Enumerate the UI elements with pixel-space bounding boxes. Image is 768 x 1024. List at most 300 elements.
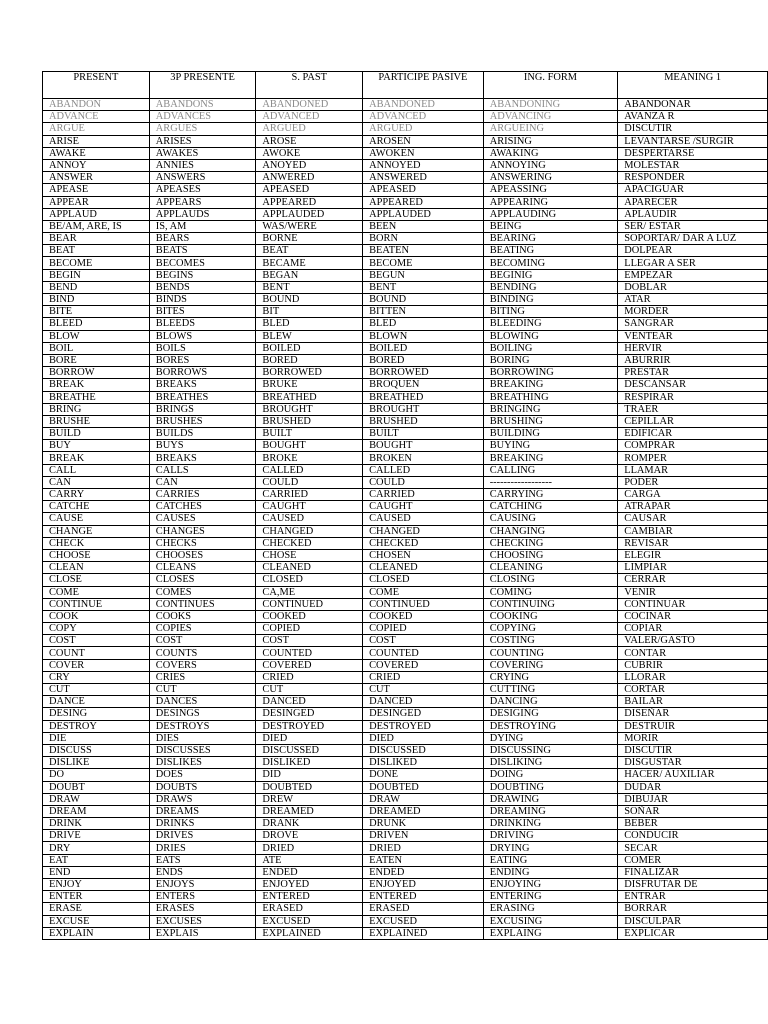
present-cell: ANSWER [43,172,150,184]
third-person-cell: CHANGES [149,525,256,537]
header-meaning: MEANING 1 [618,72,768,99]
third-person-cell: BINDS [149,294,256,306]
table-row [43,927,768,939]
present-cell: ANNOY [43,159,150,171]
table-row [43,294,768,306]
present-cell: DIE [43,732,150,744]
present-cell: CHANGE [43,525,150,537]
third-person-cell: DOES [149,769,256,781]
meaning-cell: COCINAR [618,610,768,622]
participle-cell: BOILED [363,342,484,354]
third-person-cell: DANCES [149,696,256,708]
present-cell: ARGUE [43,123,150,135]
past-cell: ENJOYED [256,879,363,891]
ing-form-cell: APPEARING [483,196,618,208]
present-cell: ERASE [43,903,150,915]
ing-form-cell: CHECKING [483,537,618,549]
present-cell: CAUSE [43,513,150,525]
participle-cell: BROKEN [363,452,484,464]
table-row [43,184,768,196]
past-cell: EXPLAINED [256,927,363,939]
third-person-cell: DRIVES [149,830,256,842]
third-person-cell: DIES [149,732,256,744]
past-cell: DISLIKED [256,757,363,769]
table-row [43,830,768,842]
ing-form-cell: DISLIKING [483,757,618,769]
meaning-cell: CEPILLAR [618,415,768,427]
participle-cell: ANSWERED [363,172,484,184]
table-row [43,866,768,878]
present-cell: CONTINUE [43,598,150,610]
meaning-cell: LEVANTARSE /SURGIR [618,135,768,147]
third-person-cell: BREATHES [149,391,256,403]
meaning-cell: COMER [618,854,768,866]
present-cell: APPLAUD [43,208,150,220]
ing-form-cell: BEATING [483,245,618,257]
past-cell: DESINGED [256,708,363,720]
ing-form-cell: ADVANCING [483,111,618,123]
past-cell: CONTINUED [256,598,363,610]
past-cell: DREAMED [256,805,363,817]
table-row [43,196,768,208]
past-cell: DROVE [256,830,363,842]
ing-form-cell: DISCUSSING [483,744,618,756]
past-cell: BORROWED [256,367,363,379]
table-row [43,135,768,147]
meaning-cell: HACER/ AUXILIAR [618,769,768,781]
table-row [43,696,768,708]
ing-form-cell: BOILING [483,342,618,354]
meaning-cell: MOLESTAR [618,159,768,171]
table-row [43,720,768,732]
present-cell: DISLIKE [43,757,150,769]
meaning-cell: REVISAR [618,537,768,549]
third-person-cell: DRIES [149,842,256,854]
ing-form-cell: BORING [483,354,618,366]
third-person-cell: BEGINS [149,269,256,281]
table-row [43,403,768,415]
participle-cell: BREATHED [363,391,484,403]
meaning-cell: APARECER [618,196,768,208]
present-cell: BREAK [43,452,150,464]
header-present: PRESENT [43,72,150,99]
participle-cell: BROQUEN [363,379,484,391]
present-cell: CHECK [43,537,150,549]
past-cell: CARRIED [256,489,363,501]
meaning-cell: APLAUDIR [618,208,768,220]
ing-form-cell: DREAMING [483,805,618,817]
table-row [43,635,768,647]
third-person-cell: BREAKS [149,452,256,464]
table-row [43,501,768,513]
third-person-cell: ABANDONS [149,99,256,111]
participle-cell: BITTEN [363,306,484,318]
participle-cell: ENDED [363,866,484,878]
third-person-cell: BITES [149,306,256,318]
meaning-cell: DESTRUIR [618,720,768,732]
ing-form-cell: CALLING [483,464,618,476]
meaning-cell: AVANZA R [618,111,768,123]
past-cell: COOKED [256,610,363,622]
participle-cell: BORN [363,233,484,245]
participle-cell: DISCUSSED [363,744,484,756]
table-row [43,915,768,927]
participle-cell: DRIED [363,842,484,854]
present-cell: CUT [43,684,150,696]
ing-form-cell: DRINKING [483,818,618,830]
past-cell: BORNE [256,233,363,245]
present-cell: BREATHE [43,391,150,403]
meaning-cell: SANGRAR [618,318,768,330]
participle-cell: DANCED [363,696,484,708]
meaning-cell: DOBLAR [618,281,768,293]
present-cell: AWAKE [43,147,150,159]
past-cell: DIED [256,732,363,744]
header-simple-past: S. PAST [256,72,363,99]
present-cell: EAT [43,854,150,866]
meaning-cell: VENTEAR [618,330,768,342]
participle-cell: CONTINUED [363,598,484,610]
ing-form-cell: ANNOYING [483,159,618,171]
present-cell: APEASE [43,184,150,196]
table-row [43,379,768,391]
past-cell: AWOKE [256,147,363,159]
meaning-cell: SOÑAR [618,805,768,817]
present-cell: APPEAR [43,196,150,208]
participle-cell: BEEN [363,220,484,232]
ing-form-cell: EXCUSING [483,915,618,927]
past-cell: EXCUSED [256,915,363,927]
third-person-cell: EXPLAIS [149,927,256,939]
header-row [43,72,768,99]
past-cell: DID [256,769,363,781]
third-person-cell: ARGUES [149,123,256,135]
meaning-cell: EMPEZAR [618,269,768,281]
participle-cell: ARGUED [363,123,484,135]
past-cell: ATE [256,854,363,866]
present-cell: END [43,866,150,878]
third-person-cell: COVERS [149,659,256,671]
ing-form-cell: CLOSING [483,574,618,586]
present-cell: BEGIN [43,269,150,281]
ing-form-cell: BUYING [483,440,618,452]
past-cell: CRIED [256,671,363,683]
present-cell: BEAR [43,233,150,245]
participle-cell: ABANDONED [363,99,484,111]
ing-form-cell: DRIVING [483,830,618,842]
present-cell: DRINK [43,818,150,830]
past-cell: BOILED [256,342,363,354]
participle-cell: COME [363,586,484,598]
past-cell: BREATHED [256,391,363,403]
table-row [43,879,768,891]
past-cell: APEASED [256,184,363,196]
ing-form-cell: ENJOYING [483,879,618,891]
ing-form-cell: DYING [483,732,618,744]
ing-form-cell: BRINGING [483,403,618,415]
past-cell: BRUKE [256,379,363,391]
past-cell: DESTROYED [256,720,363,732]
ing-form-cell: CARRYING [483,489,618,501]
table-row [43,562,768,574]
present-cell: CATCHE [43,501,150,513]
present-cell: CARRY [43,489,150,501]
meaning-cell: DISCULPAR [618,915,768,927]
third-person-cell: EATS [149,854,256,866]
present-cell: DESTROY [43,720,150,732]
past-cell: DISCUSSED [256,744,363,756]
ing-form-cell: BORROWING [483,367,618,379]
past-cell: BORED [256,354,363,366]
participle-cell: COUNTED [363,647,484,659]
ing-form-cell: CONTINUING [483,598,618,610]
third-person-cell: CLEANS [149,562,256,574]
third-person-cell: CALLS [149,464,256,476]
participle-cell: BUILT [363,428,484,440]
participle-cell: EXCUSED [363,915,484,927]
meaning-cell: DISEÑAR [618,708,768,720]
table-row [43,586,768,598]
ing-form-cell: ABANDONING [483,99,618,111]
third-person-cell: BENDS [149,281,256,293]
ing-form-cell: BINDING [483,294,618,306]
participle-cell: COULD [363,476,484,488]
table-row [43,757,768,769]
ing-form-cell: APEASSING [483,184,618,196]
participle-cell: DESINGED [363,708,484,720]
meaning-cell: CONDUCIR [618,830,768,842]
participle-cell: APEASED [363,184,484,196]
present-cell: BUILD [43,428,150,440]
meaning-cell: LLORAR [618,671,768,683]
participle-cell: DISLIKED [363,757,484,769]
third-person-cell: EXCUSES [149,915,256,927]
third-person-cell: DISCUSSES [149,744,256,756]
third-person-cell: DESINGS [149,708,256,720]
meaning-cell: ATRAPAR [618,501,768,513]
present-cell: DISCUSS [43,744,150,756]
participle-cell: ERASED [363,903,484,915]
ing-form-cell: DANCING [483,696,618,708]
third-person-cell: BLOWS [149,330,256,342]
past-cell: CUT [256,684,363,696]
participle-cell: CARRIED [363,489,484,501]
participle-cell: BORED [363,354,484,366]
table-row [43,415,768,427]
ing-form-cell: ------------------ [483,476,618,488]
third-person-cell: CHECKS [149,537,256,549]
meaning-cell: BAILAR [618,696,768,708]
meaning-cell: LIMPIAR [618,562,768,574]
past-cell: CHECKED [256,537,363,549]
past-cell: ERASED [256,903,363,915]
ing-form-cell: DRAWING [483,793,618,805]
past-cell: ABANDONED [256,99,363,111]
participle-cell: APPLAUDED [363,208,484,220]
present-cell: DREAM [43,805,150,817]
participle-cell: APPEARED [363,196,484,208]
present-cell: BORE [43,354,150,366]
table-row [43,172,768,184]
table-row [43,513,768,525]
meaning-cell: COPIAR [618,623,768,635]
ing-form-cell: BLOWING [483,330,618,342]
present-cell: BORROW [43,367,150,379]
third-person-cell: DISLIKES [149,757,256,769]
participle-cell: DONE [363,769,484,781]
participle-cell: DRUNK [363,818,484,830]
participle-cell: BLOWN [363,330,484,342]
meaning-cell: LLAMAR [618,464,768,476]
present-cell: BUY [43,440,150,452]
ing-form-cell: BRUSHING [483,415,618,427]
past-cell: BLED [256,318,363,330]
third-person-cell: COST [149,635,256,647]
past-cell: ANOYED [256,159,363,171]
table-row [43,354,768,366]
past-cell: ENDED [256,866,363,878]
past-cell: CA,ME [256,586,363,598]
present-cell: EXPLAIN [43,927,150,939]
meaning-cell: SOPORTAR/ DAR A LUZ [618,233,768,245]
present-cell: CLOSE [43,574,150,586]
table-row [43,220,768,232]
third-person-cell: BOILS [149,342,256,354]
table-row [43,440,768,452]
ing-form-cell: ARGUEING [483,123,618,135]
participle-cell: DRIVEN [363,830,484,842]
meaning-cell: RESPONDER [618,172,768,184]
past-cell: ARGUED [256,123,363,135]
past-cell: ADVANCED [256,111,363,123]
participle-cell: CHANGED [363,525,484,537]
ing-form-cell: BENDING [483,281,618,293]
present-cell: ENTER [43,891,150,903]
third-person-cell: ENJOYS [149,879,256,891]
past-cell: CHOSE [256,549,363,561]
participle-cell: CAUSED [363,513,484,525]
ing-form-cell: COVERING [483,659,618,671]
meaning-cell: DISFRUTAR DE [618,879,768,891]
ing-form-cell: COPYING [483,623,618,635]
table-row [43,854,768,866]
participle-cell: DESTROYED [363,720,484,732]
third-person-cell: DRAWS [149,793,256,805]
meaning-cell: DESCANSAR [618,379,768,391]
meaning-cell: HERVIR [618,342,768,354]
third-person-cell: CONTINUES [149,598,256,610]
participle-cell: BORROWED [363,367,484,379]
participle-cell: BEATEN [363,245,484,257]
table-row [43,342,768,354]
table-row [43,269,768,281]
participle-cell: COPIED [363,623,484,635]
header-3p-presente: 3P PRESENTE [149,72,256,99]
ing-form-cell: CHANGING [483,525,618,537]
ing-form-cell: CAUSING [483,513,618,525]
past-cell: COPIED [256,623,363,635]
past-cell: CLEANED [256,562,363,574]
ing-form-cell: COOKING [483,610,618,622]
participle-cell: BECOME [363,257,484,269]
third-person-cell: ANNIES [149,159,256,171]
present-cell: EXCUSE [43,915,150,927]
third-person-cell: CLOSES [149,574,256,586]
meaning-cell: CORTAR [618,684,768,696]
meaning-cell: TRAER [618,403,768,415]
participle-cell: ENTERED [363,891,484,903]
past-cell: DOUBTED [256,781,363,793]
table-row [43,598,768,610]
meaning-cell: EDIFICAR [618,428,768,440]
meaning-cell: ATAR [618,294,768,306]
meaning-cell: DISCUTIR [618,744,768,756]
present-cell: COVER [43,659,150,671]
past-cell: BROKE [256,452,363,464]
third-person-cell: BREAKS [149,379,256,391]
third-person-cell: ENDS [149,866,256,878]
table-row [43,744,768,756]
third-person-cell: BEARS [149,233,256,245]
participle-cell: BLED [363,318,484,330]
present-cell: BLOW [43,330,150,342]
past-cell: APPEARED [256,196,363,208]
meaning-cell: CONTINUAR [618,598,768,610]
third-person-cell: APEASES [149,184,256,196]
meaning-cell: DISCUTIR [618,123,768,135]
participle-cell: CAUGHT [363,501,484,513]
past-cell: BEAT [256,245,363,257]
table-row [43,257,768,269]
third-person-cell: CARRIES [149,489,256,501]
table-row [43,537,768,549]
present-cell: BEAT [43,245,150,257]
ing-form-cell: CRYING [483,671,618,683]
present-cell: DRIVE [43,830,150,842]
past-cell: BOUND [256,294,363,306]
meaning-cell: RESPIRAR [618,391,768,403]
participle-cell: DREAMED [363,805,484,817]
third-person-cell: COPIES [149,623,256,635]
past-cell: ENTERED [256,891,363,903]
present-cell: ADVANCE [43,111,150,123]
participle-cell: BOUND [363,294,484,306]
past-cell: BENT [256,281,363,293]
past-cell: BROUGHT [256,403,363,415]
third-person-cell: ARISES [149,135,256,147]
past-cell: BEGAN [256,269,363,281]
table-row [43,391,768,403]
present-cell: CRY [43,671,150,683]
third-person-cell: CAUSES [149,513,256,525]
third-person-cell: COOKS [149,610,256,622]
participle-cell: BROUGHT [363,403,484,415]
third-person-cell: CRIES [149,671,256,683]
ing-form-cell: COMING [483,586,618,598]
table-row [43,610,768,622]
present-cell: DOUBT [43,781,150,793]
table-row [43,659,768,671]
third-person-cell: DESTROYS [149,720,256,732]
third-person-cell: BRUSHES [149,415,256,427]
meaning-cell: CARGA [618,489,768,501]
ing-form-cell: BITING [483,306,618,318]
present-cell: BECOME [43,257,150,269]
third-person-cell: BUILDS [149,428,256,440]
past-cell: AROSE [256,135,363,147]
ing-form-cell: COSTING [483,635,618,647]
third-person-cell: CATCHES [149,501,256,513]
